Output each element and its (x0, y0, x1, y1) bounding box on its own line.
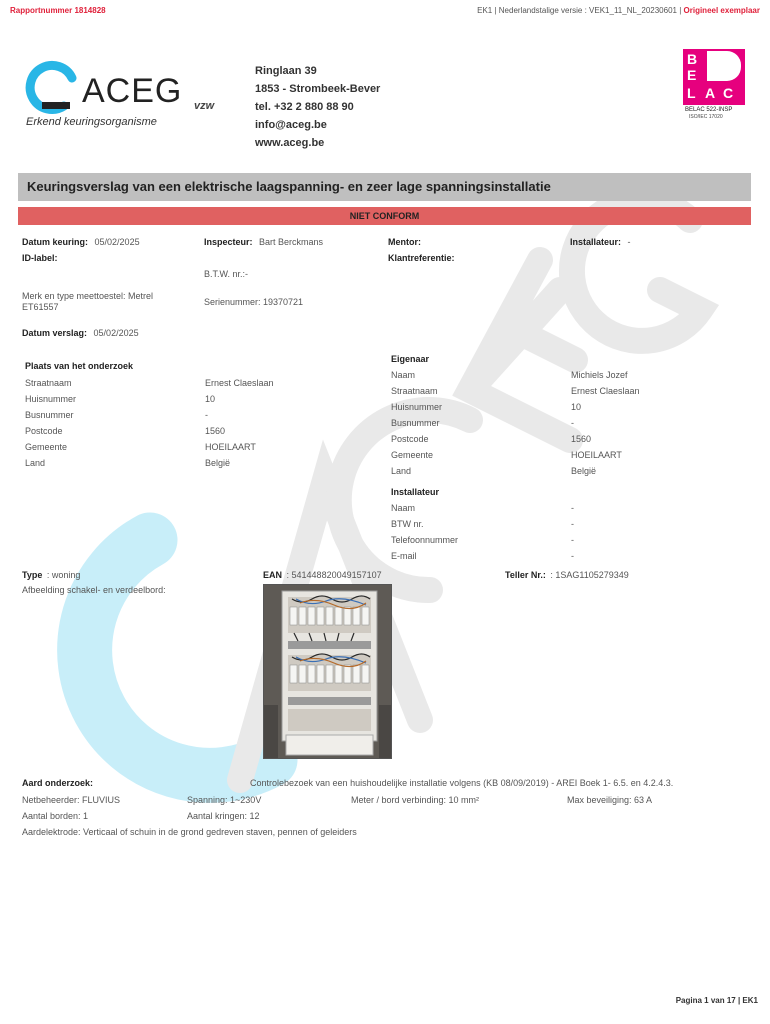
mentor-label: Mentor: (388, 237, 421, 247)
netbeheerder: Netbeheerder: FLUVIUS (22, 795, 121, 805)
owner-label: Naam (391, 370, 416, 380)
datum-verslag (22, 328, 139, 338)
aceg-logo-name: ACEG (82, 72, 183, 110)
meettoestel-model: ET61557 (22, 302, 59, 312)
installer-heading: Installateur (391, 487, 440, 497)
owner-label: Busnummer (391, 418, 440, 428)
contact-city: 1853 - Strombeek-Bever (255, 83, 381, 95)
aceg-logo-icon (24, 58, 84, 118)
version-text: EK1 | Nederlandstalige versie : VEK1_11_NL_20230601 | (477, 6, 682, 15)
owner-value: 1560 (571, 434, 592, 444)
aardelektrode: Aardelektrode: Verticaal of schuin in de grond gedreven staven, pennen of geleiders (22, 827, 357, 837)
location-label: Gemeente (25, 442, 68, 452)
owner-label: Straatnaam (391, 386, 438, 396)
installation-type (22, 570, 80, 580)
meettoestel-label: Merk en type meettoestel: Metrel (22, 291, 154, 301)
owner-heading: Eigenaar (391, 354, 430, 364)
installer-value: - (571, 535, 574, 545)
aard-onderzoek-label: Aard onderzoek: (22, 778, 94, 788)
id-label: ID-label: (22, 253, 58, 263)
teller-number (505, 570, 629, 580)
location-label: Huisnummer (25, 394, 77, 404)
meter-bord-verbinding: Meter / bord verbinding: 10 mm² (351, 795, 480, 805)
belac-letter-b: B (687, 51, 698, 67)
watermark-letter-e (470, 260, 575, 440)
owner-label: Postcode (391, 434, 429, 444)
copy-label: Origineel exemplaar (683, 6, 760, 15)
header-strip (10, 6, 760, 20)
page-footer: Pagina 1 van 17 | EK1 (675, 996, 758, 1005)
owner-label: Gemeente (391, 450, 434, 460)
installer-value: - (571, 551, 574, 561)
ean-number (263, 570, 382, 580)
aceg-tagline: Erkend keuringsorganisme (26, 116, 157, 128)
owner-value: België (571, 466, 597, 476)
belac-logo (683, 49, 745, 119)
installer-label: Naam (391, 503, 416, 513)
location-heading: Plaats van het onderzoek (25, 361, 134, 371)
aantal-borden: Aantal borden: 1 (22, 811, 89, 821)
aard-onderzoek-value: Controlebezoek van een huishoudelijke installatie volgens (KB 08/09/2019) - AREI Boek 1- 6.5. en 4.2.4.3. (250, 778, 674, 788)
inspecteur (204, 237, 323, 247)
location-label: Busnummer (25, 410, 74, 420)
location-value: - (205, 410, 208, 420)
installer-value: - (571, 503, 574, 513)
owner-value: 10 (571, 402, 582, 412)
location-label: Postcode (25, 426, 63, 436)
installer-value: - (571, 519, 574, 529)
belac-letter-l: L (687, 85, 696, 101)
ean-value: : 541448820049157107 (286, 570, 382, 580)
installateur (570, 237, 631, 247)
belac-caption: BELAC 522-INSP (685, 107, 733, 113)
inspecteur-value: Bart Berckmans (259, 237, 324, 247)
contact-email: info@aceg.be (255, 119, 327, 131)
installateur-label: Installateur: (570, 237, 622, 247)
location-label: Land (25, 458, 46, 468)
owner-value: - (571, 418, 574, 428)
owner-value: HOEILAART (571, 450, 622, 460)
datum-keuring-value: 05/02/2025 (94, 237, 140, 247)
watermark-c-shape (85, 540, 270, 775)
aantal-kringen: Aantal kringen: 12 (187, 811, 260, 821)
spanning: Spanning: 1~230V (187, 795, 262, 805)
aceg-logo (22, 58, 222, 138)
teller-value: : 1SAG1105279349 (550, 570, 629, 580)
datum-verslag-value: 05/02/2025 (93, 328, 139, 338)
report-number: Rapportnummer 1814828 (10, 6, 106, 15)
datum-keuring (22, 237, 140, 247)
location-label: Straatnaam (25, 378, 72, 388)
report-title: Keuringsverslag van een elektrische laagspanning- en zeer lage spanningsinstallatie (18, 173, 751, 201)
installer-label: BTW nr. (391, 519, 424, 529)
datum-verslag-label: Datum verslag: (22, 328, 88, 338)
contact-street: Ringlaan 39 (255, 65, 317, 77)
contact-block (255, 62, 380, 152)
klantreferentie-label: Klantreferentie: (388, 253, 455, 263)
type-label: Type (22, 570, 43, 580)
installer-label: E-mail (391, 551, 417, 561)
contact-website: www.aceg.be (255, 137, 325, 149)
datum-keuring-label: Datum keuring: (22, 237, 89, 247)
location-value: Ernest Claeslaan (205, 378, 274, 388)
belac-letter-c: C (723, 85, 734, 101)
belac-letter-a: A (705, 85, 716, 101)
location-value: HOEILAART (205, 442, 256, 452)
version-info (477, 6, 760, 15)
location-value: 10 (205, 394, 216, 404)
owner-value: Michiels Jozef (571, 370, 628, 380)
distribution-board-photo (263, 584, 392, 759)
contact-phone: tel. +32 2 880 88 90 (255, 101, 354, 113)
belac-badge (683, 49, 745, 105)
belac-subcaption: ISO/IEC 17020 (689, 114, 723, 120)
belac-b-shape (707, 51, 741, 81)
installateur-value: - (627, 237, 631, 247)
meettoestel (22, 291, 153, 313)
owner-value: Ernest Claeslaan (571, 386, 640, 396)
location-value: 1560 (205, 426, 226, 436)
installer-label: Telefoonnummer (391, 535, 459, 545)
btw-number: B.T.W. nr.:- (204, 269, 249, 279)
aceg-logo-suffix: vzw (194, 100, 215, 112)
inspecteur-label: Inspecteur: (204, 237, 253, 247)
owner-label: Huisnummer (391, 402, 443, 412)
max-beveiliging: Max beveiliging: 63 A (567, 795, 653, 805)
belac-letter-e: E (687, 67, 697, 83)
type-value: : woning (46, 570, 81, 580)
ean-label: EAN (263, 570, 283, 580)
distribution-board-image (264, 585, 392, 759)
photo-caption: Afbeelding schakel- en verdeelbord: (22, 585, 166, 595)
location-value: België (205, 458, 231, 468)
status-banner: NIET CONFORM (18, 207, 751, 225)
owner-label: Land (391, 466, 412, 476)
serienummer: Serienummer: 19370721 (204, 297, 304, 307)
teller-label: Teller Nr.: (505, 570, 546, 580)
